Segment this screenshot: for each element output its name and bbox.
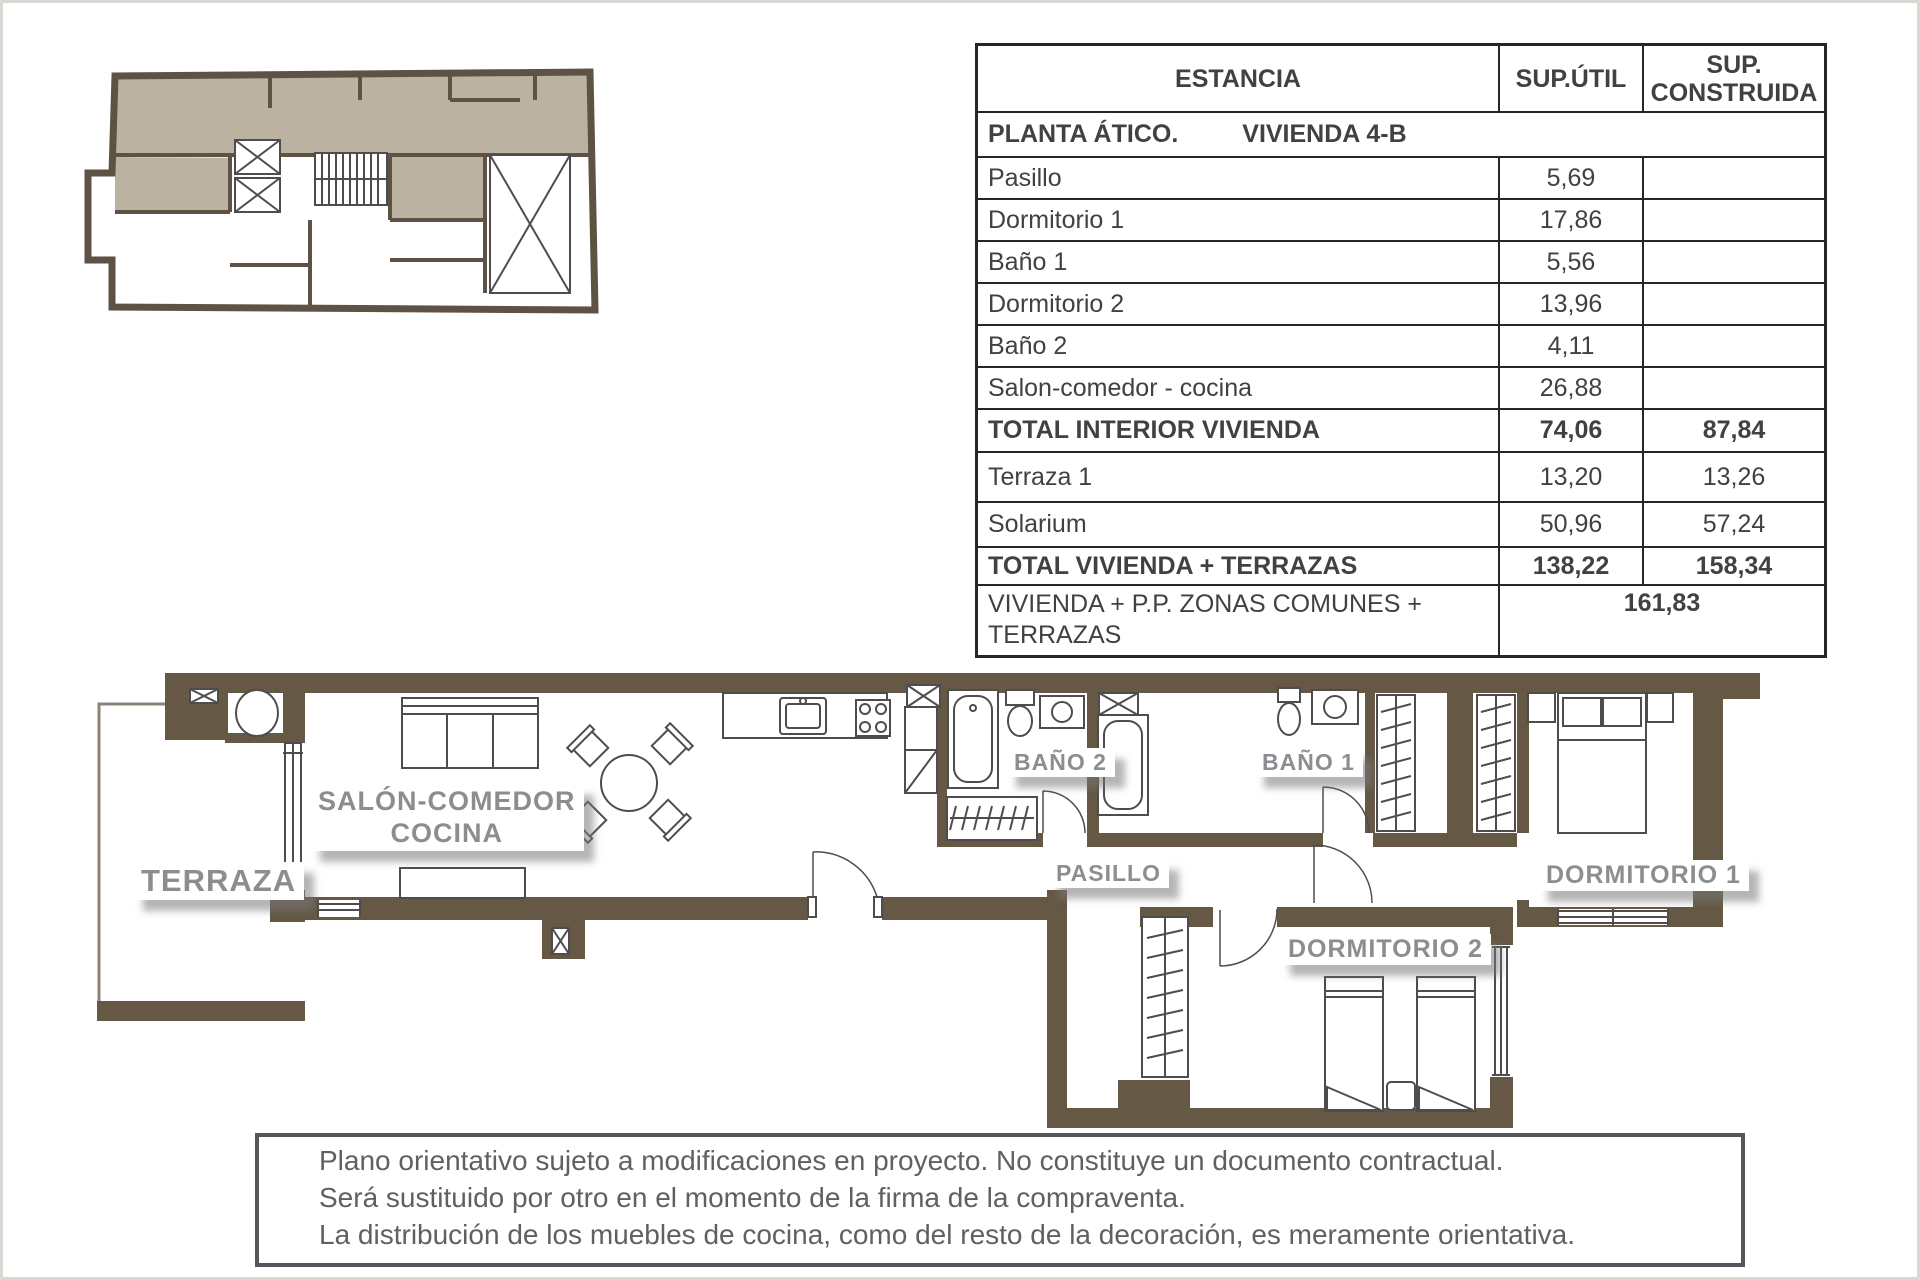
final-row-value: 161,83 bbox=[1498, 586, 1824, 655]
key-plan-shaft bbox=[490, 155, 570, 293]
table-row: Salon-comedor - cocina 26,88 bbox=[978, 366, 1824, 408]
apartment-floor-plan bbox=[90, 660, 1780, 1140]
wardrobe-hatch bbox=[1377, 695, 1415, 831]
section-title: PLANTA ÁTICO. bbox=[988, 120, 1179, 148]
vent-symbol bbox=[190, 689, 218, 703]
dormitorio2-window bbox=[1492, 947, 1510, 1075]
kitchen-counter bbox=[723, 693, 890, 738]
table-row: Dormitorio 1 17,86 bbox=[978, 198, 1824, 240]
disclaimer-line: La distribución de los muebles de cocina, como del resto de la decoración, es meramente orientativa. bbox=[319, 1219, 1576, 1250]
dining-table bbox=[565, 723, 692, 842]
table-row: Dormitorio 2 13,96 bbox=[978, 282, 1824, 324]
table-row: Baño 2 4,11 bbox=[978, 324, 1824, 366]
washing-machine bbox=[236, 690, 278, 736]
wardrobe-hatch bbox=[1142, 917, 1188, 1077]
table-row: Terraza 1 13,20 13,26 bbox=[978, 451, 1824, 501]
kitchen-cabinets bbox=[905, 685, 940, 793]
disclaimer-line: Plano orientativo sujeto a modificaciones en proyecto. No constituye un documento contractual. bbox=[319, 1145, 1504, 1176]
room-label-dormitorio2: DORMITORIO 2 bbox=[1280, 934, 1491, 965]
room-label-pasillo: PASILLO bbox=[1048, 859, 1169, 888]
header-estancia: ESTANCIA bbox=[1175, 64, 1301, 93]
area-table bbox=[975, 43, 1827, 658]
terrace-parapet bbox=[99, 704, 225, 1012]
dormitorio1-furniture bbox=[1528, 693, 1673, 833]
section-subtitle: VIVIENDA 4-B bbox=[1242, 120, 1407, 148]
room-label-salon-line1: SALÓN-COMEDOR bbox=[318, 786, 576, 816]
dormitorio1-window bbox=[1558, 909, 1668, 925]
sideboard bbox=[400, 868, 525, 898]
sofa bbox=[402, 698, 538, 768]
room-label-salon bbox=[310, 784, 584, 851]
room-label-terraza: TERRAZA bbox=[133, 862, 304, 900]
building-key-plan bbox=[80, 60, 660, 320]
header-sup-construida: SUP. CONSTRUIDA bbox=[1642, 46, 1824, 111]
table-row: Baño 1 5,56 bbox=[978, 240, 1824, 282]
room-label-dormitorio1: DORMITORIO 1 bbox=[1538, 860, 1749, 891]
table-final-row bbox=[978, 584, 1824, 655]
key-plan-stairs bbox=[315, 153, 387, 205]
shaft-x-symbol bbox=[1099, 693, 1138, 715]
dormitorio1-door bbox=[1314, 845, 1372, 903]
closet-bano2 bbox=[947, 797, 1037, 840]
table-section-row bbox=[978, 111, 1824, 156]
disclaimer-line: Será sustituido por otro en el momento de la firma de la compraventa. bbox=[319, 1182, 1186, 1213]
room-label-bano2: BAÑO 2 bbox=[1006, 748, 1115, 777]
header-sup-util: SUP.ÚTIL bbox=[1498, 46, 1642, 111]
bathroom2-door bbox=[1043, 791, 1085, 833]
table-row: Solarium 50,96 57,24 bbox=[978, 501, 1824, 546]
key-plan-elevators bbox=[235, 140, 280, 212]
table-total-interior-row: TOTAL INTERIOR VIVIENDA 74,06 87,84 bbox=[978, 408, 1824, 451]
shaft-x-symbol bbox=[552, 928, 569, 954]
table-header-row bbox=[978, 46, 1824, 111]
table-total-vivienda-row: TOTAL VIVIENDA + TERRAZAS 138,22 158,34 bbox=[978, 546, 1824, 584]
room-label-bano1: BAÑO 1 bbox=[1254, 748, 1363, 777]
bathroom1-door bbox=[1323, 787, 1369, 833]
table-row: Pasillo 5,69 bbox=[978, 156, 1824, 198]
final-row-name: VIVIENDA + P.P. ZONAS COMUNES + TERRAZAS bbox=[988, 590, 1422, 650]
disclaimer-box bbox=[255, 1133, 1745, 1267]
dormitorio2-furniture bbox=[1325, 977, 1475, 1111]
wardrobe-hatch bbox=[1477, 695, 1515, 831]
room-label-salon-line2: COCINA bbox=[390, 818, 503, 849]
